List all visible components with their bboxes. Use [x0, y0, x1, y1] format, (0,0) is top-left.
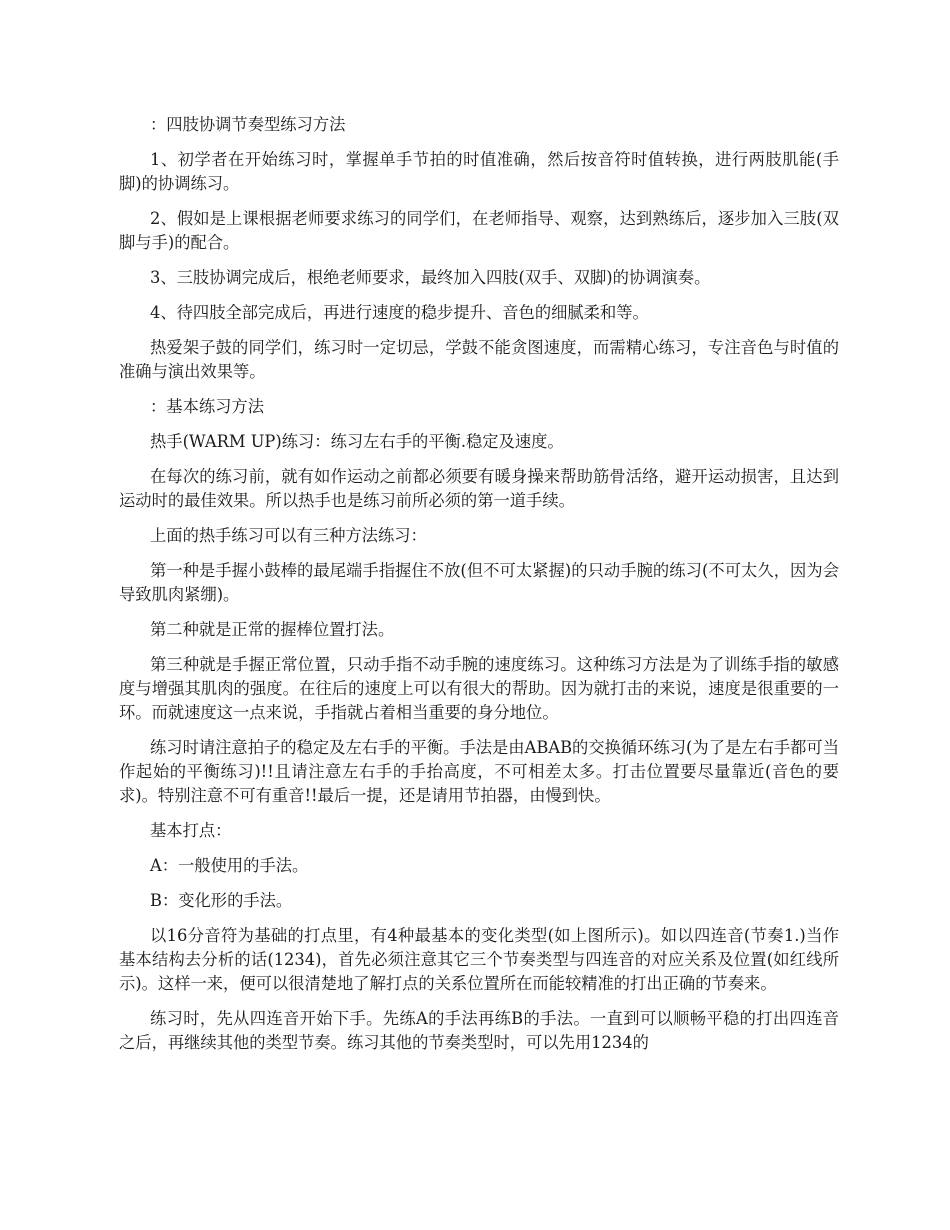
- paragraph-three-methods: 上面的热手练习可以有三种方法练习：: [150, 526, 427, 545]
- paragraph-step-4: 4、待四肢全部完成后，再进行速度的稳步提升、音色的细腻柔和等。: [150, 303, 649, 322]
- heading-limb-coordination: ：四肢协调节奏型练习方法: [150, 115, 346, 134]
- paragraph-stroke-b: B：变化形的手法。: [150, 891, 293, 910]
- paragraph-step-1: 1、初学者在开始练习时，掌握单手节拍的时值准确，然后按音符时值转换，进行两肢肌能(手脚)的协调练习。: [119, 150, 839, 193]
- paragraph-practice-order: 练习时，先从四连音开始下手。先练A的手法再练B的手法。一直到可以顺畅平稳的打出四连音之后，再继续其他的类型节奏。练习其他的节奏类型时，可以先用1234的: [119, 1009, 839, 1052]
- paragraph-warm-up: 热手(WARM UP)练习：练习左右手的平衡.稳定及速度。: [150, 432, 564, 451]
- paragraph-step-2: 2、假如是上课根据老师要求练习的同学们，在老师指导、观察，达到熟练后，逐步加入三肢(双脚与手)的配合。: [119, 209, 839, 252]
- paragraph-warm-up-reason: 在每次的练习前，就有如作运动之前都必须要有暖身操来帮助筋骨活络，避开运动损害，且达到运动时的最佳效果。所以热手也是练习前所必须的第一道手续。: [119, 467, 839, 510]
- paragraph-method-2: 第二种就是正常的握棒位置打法。: [150, 620, 395, 639]
- document-body: [119, 113, 839, 1066]
- heading-basic-strokes: 基本打点：: [150, 821, 232, 840]
- paragraph-method-3: 第三种就是手握正常位置，只动手指不动手腕的速度练习。这种练习方法是为了训练手指的敏感度与增强其肌肉的强度。在往后的速度上可以有很大的帮助。因为就打击的来说，速度是很重要的一环。而就速度这一点来说，手指就占着相当重要的身分地位。: [119, 655, 839, 722]
- paragraph-method-1: 第一种是手握小鼓棒的最尾端手指握住不放(但不可太紧握)的只动手腕的练习(不可太久，因为会导致肌肉紧绷)。: [119, 561, 839, 604]
- paragraph-step-3: 3、三肢协调完成后，根绝老师要求，最终加入四肢(双手、双脚)的协调演奏。: [150, 268, 711, 287]
- paragraph-stroke-a: A：一般使用的手法。: [150, 856, 309, 875]
- paragraph-advice: 热爱架子鼓的同学们，练习时一定切忌，学鼓不能贪图速度，而需精心练习，专注音色与时值的准确与演出效果等。: [119, 338, 839, 381]
- paragraph-practice-notes: 练习时请注意拍子的稳定及左右手的平衡。手法是由ABAB的交换循环练习(为了是左右手都可当作起始的平衡练习)!!且请注意左右手的手抬高度，不可相差太多。打击位置要尽量靠近(音色的要求)。特别注意不可有重音!!最后一提，还是请用节拍器，由慢到快。: [119, 738, 839, 805]
- heading-basic-practice: ：基本练习方法: [150, 397, 264, 416]
- paragraph-sixteenth-notes: 以16分音符为基础的打点里，有4种最基本的变化类型(如上图所示)。如以四连音(节奏1.)当作基本结构去分析的话(1234)，首先必须注意其它三个节奏类型与四连音的对应关系及位置(如红线所示)。这样一来，便可以很清楚地了解打点的关系位置所在而能较精准的打出正确的节奏来。: [119, 926, 839, 993]
